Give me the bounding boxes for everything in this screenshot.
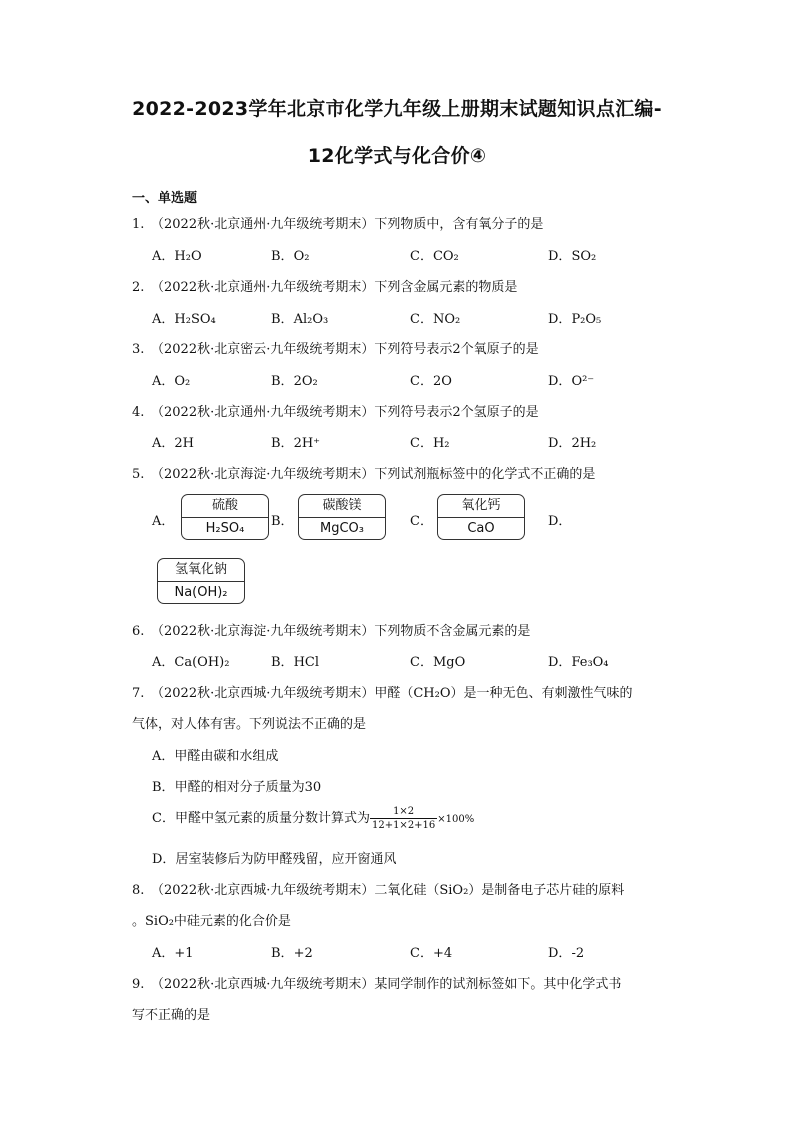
reagent-formula: H₂SO₄ <box>205 521 245 536</box>
option-a[interactable]: A．Ca(OH)₂ <box>152 655 230 670</box>
option-b[interactable]: B．HCl <box>271 655 320 670</box>
section-heading: 一、单选题 <box>132 191 198 206</box>
reagent-name: 氢氧化钠 <box>158 559 244 582</box>
question-2 <box>132 276 517 295</box>
question-4 <box>132 401 539 420</box>
option-b[interactable]: B．甲醛的相对分子质量为30 <box>152 780 322 795</box>
question-stem: 下列符号表示2个氢原子的是 <box>374 405 539 420</box>
question-number: 5. <box>132 467 145 482</box>
question-stem: 下列试剂瓶标签中的化学式不正确的是 <box>374 467 596 482</box>
document-title-line-2: 12化学式与化合价④ <box>307 145 487 167</box>
option-b[interactable]: B．2O₂ <box>271 374 318 389</box>
option-a[interactable]: A．H₂O <box>152 249 202 264</box>
question-number: 8. <box>132 883 145 898</box>
option-c[interactable]: C．MgO <box>410 655 466 670</box>
option-d[interactable]: D．SO₂ <box>548 249 597 264</box>
option-d[interactable]: D．P₂O₅ <box>548 312 602 327</box>
question-6 <box>132 620 530 639</box>
question-stem-continued: 写不正确的是 <box>132 1008 211 1023</box>
question-number: 3. <box>132 342 145 357</box>
option-b[interactable]: B．2H⁺ <box>271 436 321 451</box>
question-7 <box>132 682 633 701</box>
reagent-name: 碳酸镁 <box>299 495 385 518</box>
reagent-label-b[interactable] <box>298 494 386 540</box>
option-d[interactable]: D．-2 <box>548 946 585 961</box>
option-c[interactable]: C．2O <box>410 374 452 389</box>
option-b[interactable]: B．+2 <box>271 946 313 961</box>
reagent-name: 硫酸 <box>182 495 268 518</box>
reagent-formula: CaO <box>467 521 495 536</box>
question-number: 2. <box>132 280 145 295</box>
question-source: （2022秋·北京西城·九年级统考期末） <box>151 686 375 701</box>
question-stem: 下列物质中，含有氧分子的是 <box>374 217 544 232</box>
question-number: 1. <box>132 217 145 232</box>
question-source: （2022秋·北京通州·九年级统考期末） <box>151 280 375 295</box>
question-stem: 甲醛（CH₂O）是一种无色、有刺激性气味的 <box>374 686 633 701</box>
question-source: （2022秋·北京通州·九年级统考期末） <box>151 217 375 232</box>
reagent-formula: Na(OH)₂ <box>174 585 228 600</box>
option-c[interactable]: C．H₂ <box>410 436 450 451</box>
option-a[interactable]: A．O₂ <box>152 374 191 389</box>
option-a[interactable]: A．+1 <box>152 946 194 961</box>
option-a[interactable]: A．2H <box>152 436 194 451</box>
question-stem: 下列物质不含金属元素的是 <box>374 624 531 639</box>
option-a[interactable]: A．甲醛由碳和水组成 <box>152 749 279 764</box>
question-3 <box>132 338 539 357</box>
question-source: （2022秋·北京西城·九年级统考期末） <box>151 977 375 992</box>
option-c[interactable]: C．NO₂ <box>410 312 461 327</box>
option-c[interactable]: C．CO₂ <box>410 249 459 264</box>
option-c[interactable]: C．甲醛中氢元素的质量分数计算式为 $\frac{1\times 2}{12+1\times 2+16}$ ×100% <box>152 805 475 831</box>
question-5 <box>132 463 595 482</box>
question-stem: 下列含金属元素的物质是 <box>374 280 518 295</box>
question-source: （2022秋·北京海淀·九年级统考期末） <box>151 624 375 639</box>
question-number: 4. <box>132 405 145 420</box>
reagent-label-c[interactable] <box>437 494 525 540</box>
question-number: 7. <box>132 686 145 701</box>
option-c-letter[interactable]: C． <box>410 514 433 529</box>
option-b[interactable]: B．Al₂O₃ <box>271 312 329 327</box>
question-source: （2022秋·北京通州·九年级统考期末） <box>151 405 375 420</box>
mass-fraction-formula: $\frac{1\times 2}{12+1\times 2+16}$ <box>371 805 436 831</box>
option-a[interactable]: A．H₂SO₄ <box>152 312 216 327</box>
reagent-label-a[interactable] <box>181 494 269 540</box>
question-stem: 二氧化硅（SiO₂）是制备电子芯片硅的原料 <box>374 883 625 898</box>
question-stem: 某同学制作的试剂标签如下。其中化学式书 <box>374 977 622 992</box>
option-c[interactable]: C．+4 <box>410 946 453 961</box>
question-1 <box>132 213 543 232</box>
question-stem-continued: 。SiO₂中硅元素的化合价是 <box>132 914 291 929</box>
question-source: （2022秋·北京密云·九年级统考期末） <box>151 342 375 357</box>
option-d[interactable]: D．O²⁻ <box>548 374 595 389</box>
document-title-line-1: 2022-2023学年北京市化学九年级上册期末试题知识点汇编- <box>132 98 662 120</box>
question-number: 6. <box>132 624 145 639</box>
option-b[interactable]: B．O₂ <box>271 249 310 264</box>
option-d[interactable]: D．居室装修后为防甲醛残留，应开窗通风 <box>152 852 397 867</box>
option-d[interactable]: D．2H₂ <box>548 436 597 451</box>
option-d-letter[interactable]: D． <box>548 514 572 529</box>
option-a-letter[interactable]: A． <box>152 514 175 529</box>
question-source: （2022秋·北京海淀·九年级统考期末） <box>151 467 375 482</box>
option-d[interactable]: D．Fe₃O₄ <box>548 655 609 670</box>
option-b-letter[interactable]: B． <box>271 514 294 529</box>
question-stem: 下列符号表示2个氧原子的是 <box>374 342 539 357</box>
question-9 <box>132 973 621 992</box>
reagent-name: 氧化钙 <box>438 495 524 518</box>
reagent-label-d[interactable] <box>157 558 245 604</box>
question-stem-continued: 气体，对人体有害。下列说法不正确的是 <box>132 717 367 732</box>
question-number: 9. <box>132 977 145 992</box>
reagent-formula: MgCO₃ <box>320 521 364 536</box>
question-8 <box>132 879 624 898</box>
question-source: （2022秋·北京西城·九年级统考期末） <box>151 883 375 898</box>
